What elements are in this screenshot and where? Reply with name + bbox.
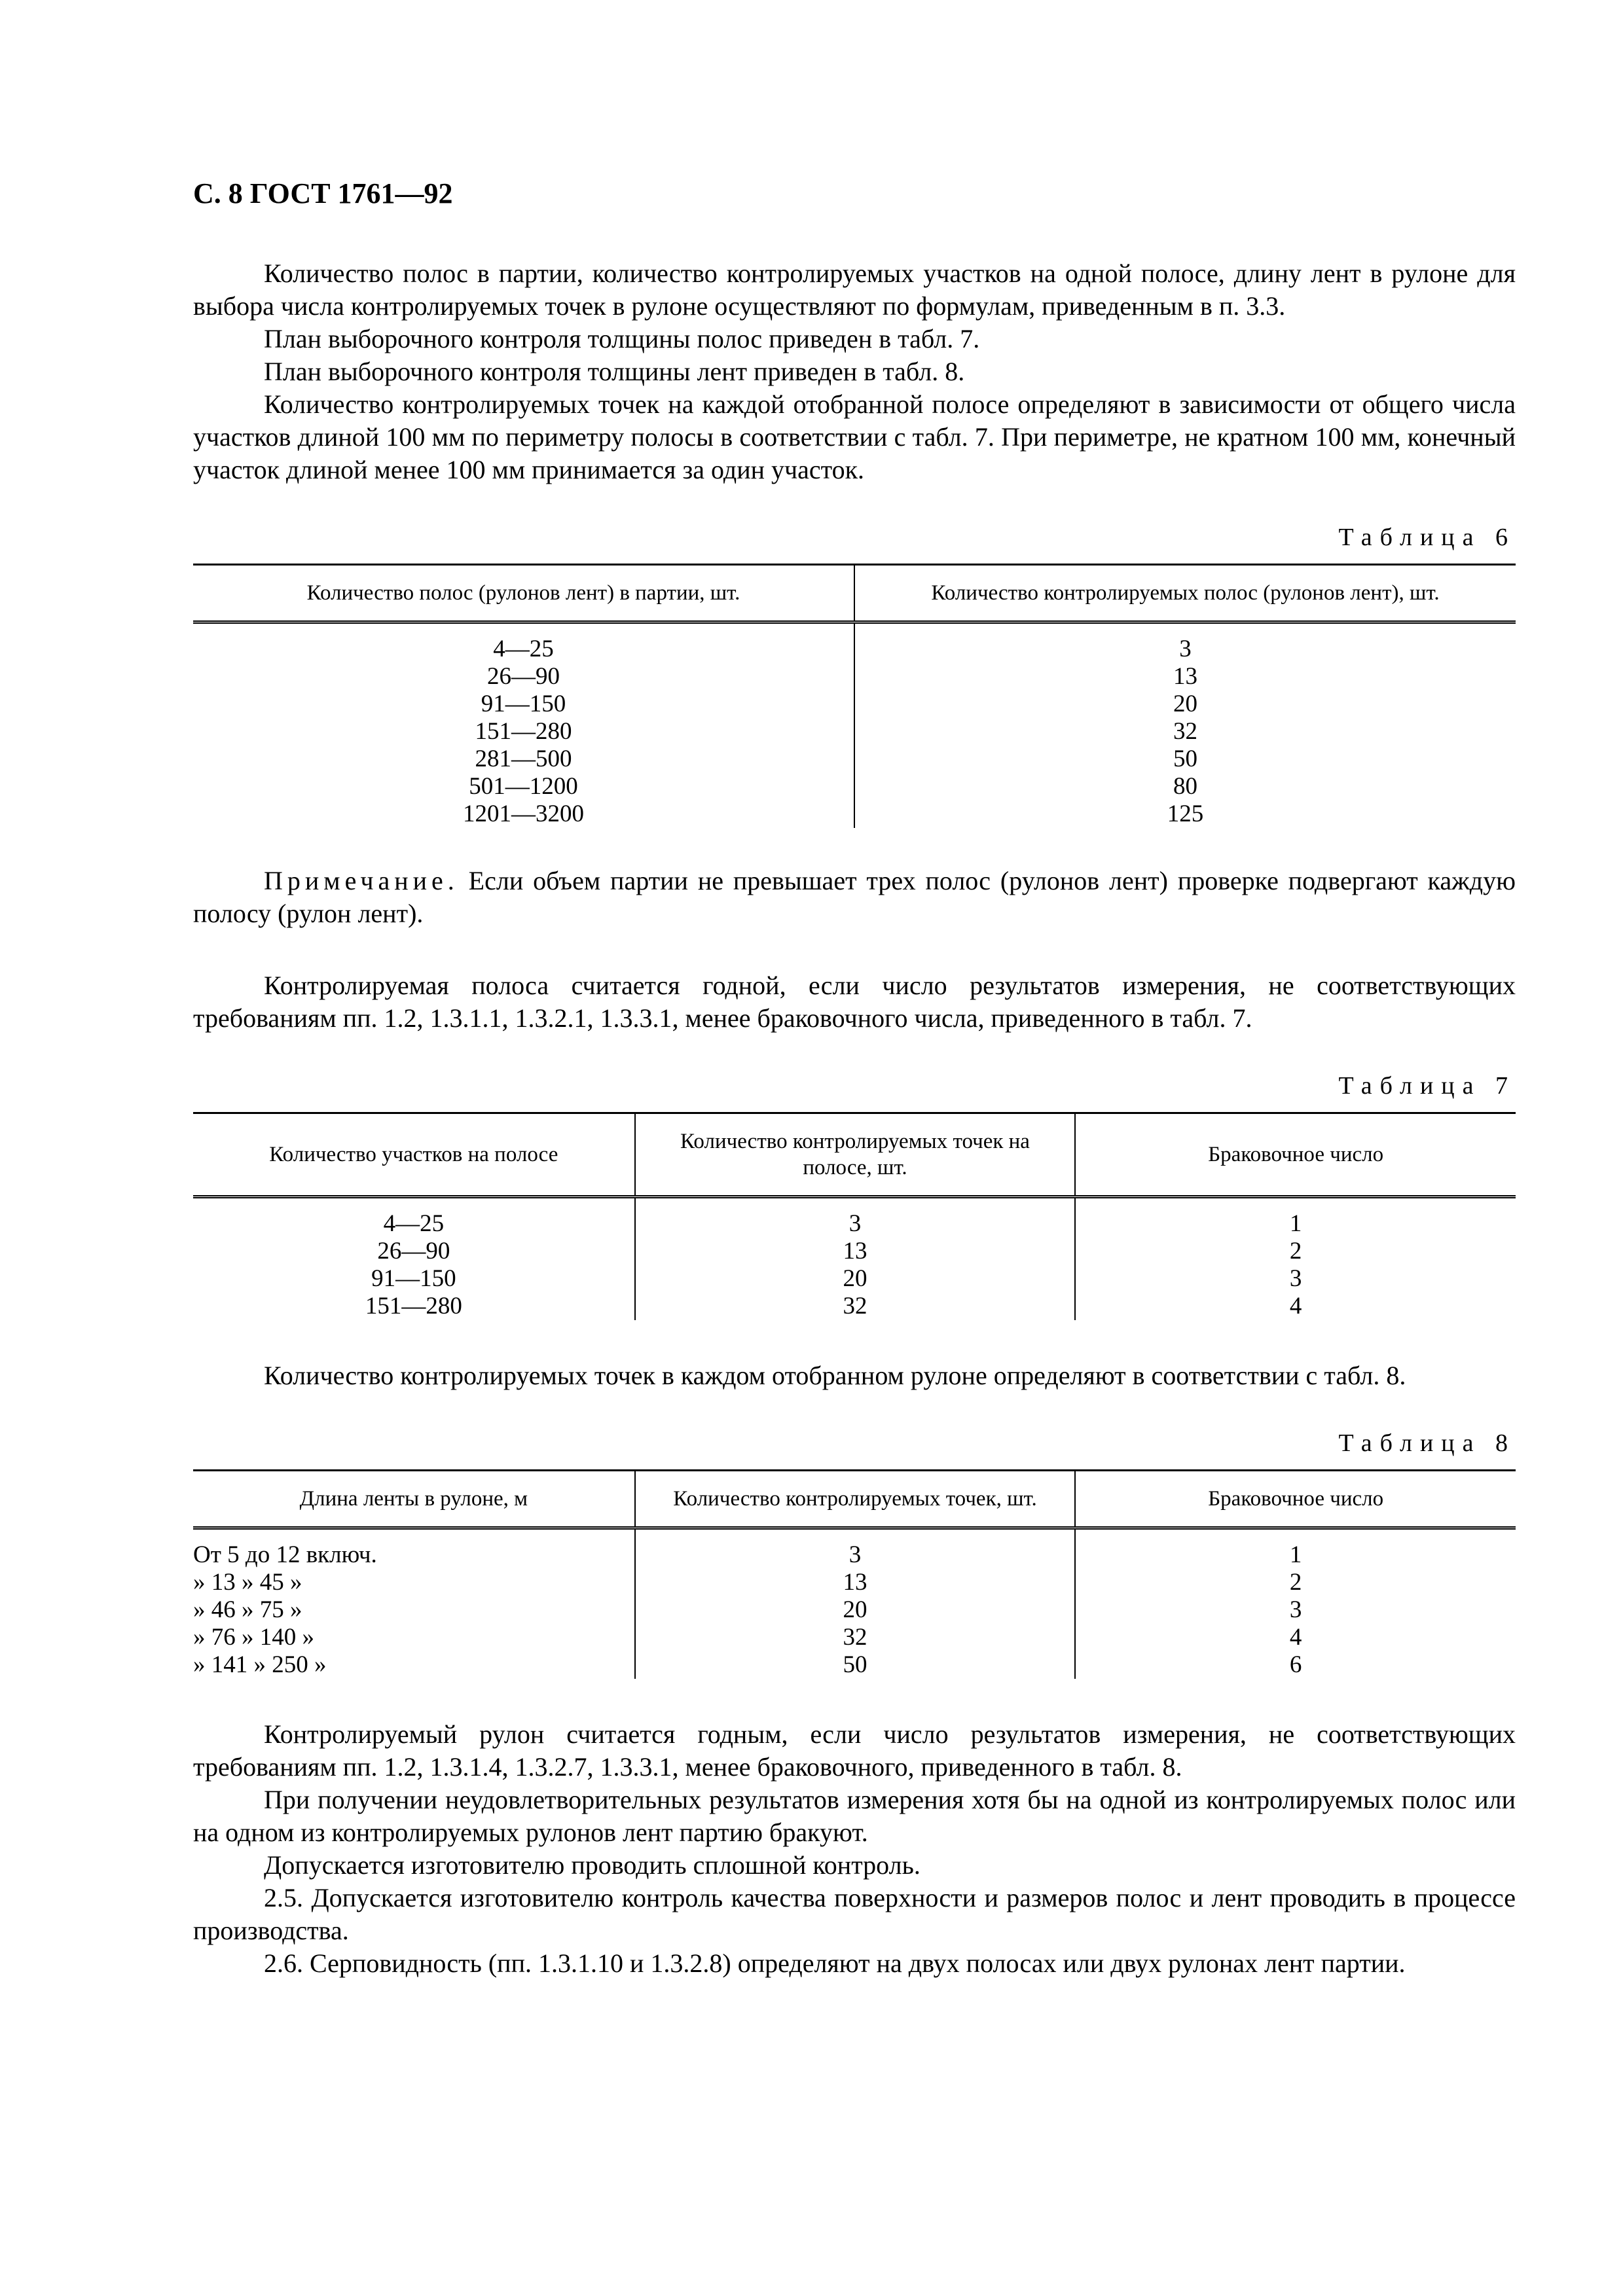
paragraph: План выборочного контроля толщины полос приведен в табл. 7.	[264, 324, 980, 353]
table-cell: 26—90	[487, 663, 560, 690]
table-cell: 4—25	[383, 1210, 445, 1237]
table-header-cell: Количество контролируемых точек, шт.	[635, 1471, 1076, 1528]
table-cell: 3	[854, 622, 1516, 664]
table-header-cell: Браковочное число	[1075, 1471, 1516, 1528]
table-cell: 501—1200	[469, 773, 578, 800]
table-cell: 32	[635, 1624, 1076, 1651]
table-7-caption: Таблица 7	[1338, 1072, 1516, 1100]
table-6-note	[193, 865, 1516, 930]
table-8-caption: Таблица 8	[1338, 1429, 1516, 1457]
table-header-row	[193, 1471, 1516, 1528]
table-cell: 20	[635, 1265, 1076, 1293]
table-row	[193, 1528, 1516, 1570]
paragraph: Количество контролируемых точек в каждом отобранном рулоне определяют в соответствии с табл. 8.	[264, 1361, 1406, 1390]
table-cell: 1	[1075, 1197, 1516, 1238]
table-cell: 125	[854, 800, 1516, 828]
table-header-cell: Количество контролируемых точек на полосе, шт.	[635, 1113, 1076, 1197]
paragraph: Количество полос в партии, количество контролируемых участков на одной полосе, длину лент в рулоне для выбора числа контролируемых точек в рулоне осуществляют по формулам, приведенным в п. 3.3.	[193, 259, 1516, 321]
table-cell: 50	[635, 1651, 1076, 1679]
table-header-row	[193, 1113, 1516, 1197]
paragraph: План выборочного контроля толщины лент приведен в табл. 8.	[264, 357, 965, 386]
table-row	[193, 718, 1516, 745]
paragraph: 2.5. Допускается изготовителю контроль качества поверхности и размеров полос и лент проводить в процессе производства.	[193, 1883, 1516, 1945]
table-cell: 1	[1075, 1528, 1516, 1570]
table-row	[193, 1293, 1516, 1320]
table-cell: » 46 » 75 »	[193, 1596, 302, 1623]
table-cell: » 13 » 45 »	[193, 1569, 302, 1596]
table-row	[193, 1596, 1516, 1624]
table-row	[193, 1265, 1516, 1293]
table-row	[193, 1624, 1516, 1651]
table-cell: 26—90	[377, 1238, 450, 1265]
paragraph: Контролируемый рулон считается годным, если число результатов измерения, не соответствующих требованиям пп. 1.2, 1.3.1.4, 1.3.2.7, 1.3.3.1, менее браковочного, приведенного в табл. 8.	[193, 1719, 1516, 1782]
table-cell: 3	[1075, 1265, 1516, 1293]
note-text: Если объем партии не превышает трех полос (рулонов лент) проверке подвергают каждую полосу (рулон лент).	[193, 866, 1516, 928]
table-cell: 6	[1075, 1651, 1516, 1679]
table-cell: 32	[635, 1293, 1076, 1320]
table-cell: 50	[854, 745, 1516, 773]
table-cell: 4	[1075, 1293, 1516, 1320]
table-row	[193, 1651, 1516, 1679]
table-row	[193, 773, 1516, 800]
table-row	[193, 691, 1516, 718]
table-row	[193, 1569, 1516, 1596]
table-cell: 3	[635, 1197, 1076, 1238]
table-cell: От 5 до 12 включ.	[193, 1541, 377, 1568]
paragraph: При получении неудовлетворительных результатов измерения хотя бы на одной из контролируемых полос или на одном из контролируемых рулонов лент партию бракуют.	[193, 1785, 1516, 1847]
table-header-cell: Количество участков на полосе	[269, 1143, 558, 1166]
table-row	[193, 663, 1516, 691]
table-cell: 4	[1075, 1624, 1516, 1651]
table-cell: 32	[854, 718, 1516, 745]
table-cell: » 76 » 140 »	[193, 1624, 314, 1651]
table-row	[193, 622, 1516, 664]
table-cell: 3	[1075, 1596, 1516, 1624]
table-6	[193, 564, 1516, 828]
table-row	[193, 1238, 1516, 1265]
table-cell: 2	[1075, 1569, 1516, 1596]
paragraph: Контролируемая полоса считается годной, если число результатов измерения, не соответствующих требованиям пп. 1.2, 1.3.1.1, 1.3.2.1, 1.3.3.1, менее браковочного числа, приведенного в табл. 7.	[193, 971, 1516, 1033]
table-7	[193, 1112, 1516, 1320]
table-6-caption: Таблица 6	[1338, 524, 1516, 551]
table-8	[193, 1469, 1516, 1679]
document-page	[193, 177, 1516, 1980]
table-header-cell: Длина ленты в рулоне, м	[299, 1487, 528, 1511]
paragraph: Допускается изготовителю проводить сплошной контроль.	[264, 1850, 921, 1880]
table-cell: 80	[854, 773, 1516, 800]
table-header-cell: Количество контролируемых полос (рулонов лент), шт.	[854, 565, 1516, 622]
table-cell: 13	[854, 663, 1516, 691]
note-label: Примечание.	[264, 866, 459, 895]
table-header-row	[193, 565, 1516, 622]
paragraph: 2.6. Серповидность (пп. 1.3.1.10 и 1.3.2.8) определяют на двух полосах или двух рулонах лент партии.	[264, 1948, 1406, 1978]
table-row	[193, 1197, 1516, 1238]
table-header-cell: Количество полос (рулонов лент) в партии, шт.	[306, 581, 740, 605]
paragraph: Количество контролируемых точек на каждой отобранной полосе определяют в зависимости от общего числа участков длиной 100 мм по периметру полосы в соответствии с табл. 7. При периметре, не кратном 100 мм, конечный участок длиной менее 100 мм принимается за один участок.	[193, 389, 1516, 484]
table-cell: 151—280	[475, 718, 572, 745]
table-cell: 281—500	[475, 745, 572, 772]
table-cell: 91—150	[481, 691, 566, 717]
table-cell: 20	[854, 691, 1516, 718]
table-cell: » 141 » 250 »	[193, 1651, 327, 1678]
table-cell: 1201—3200	[463, 800, 584, 827]
table-cell: 13	[635, 1569, 1076, 1596]
table-cell: 4—25	[493, 636, 554, 662]
page-header: С. 8 ГОСТ 1761—92	[193, 177, 453, 209]
table-cell: 91—150	[371, 1265, 456, 1292]
table-cell: 13	[635, 1238, 1076, 1265]
table-cell: 3	[635, 1528, 1076, 1570]
table-header-cell: Браковочное число	[1075, 1113, 1516, 1197]
table-cell: 2	[1075, 1238, 1516, 1265]
table-row	[193, 800, 1516, 828]
table-row	[193, 745, 1516, 773]
table-cell: 20	[635, 1596, 1076, 1624]
table-cell: 151—280	[365, 1293, 462, 1319]
